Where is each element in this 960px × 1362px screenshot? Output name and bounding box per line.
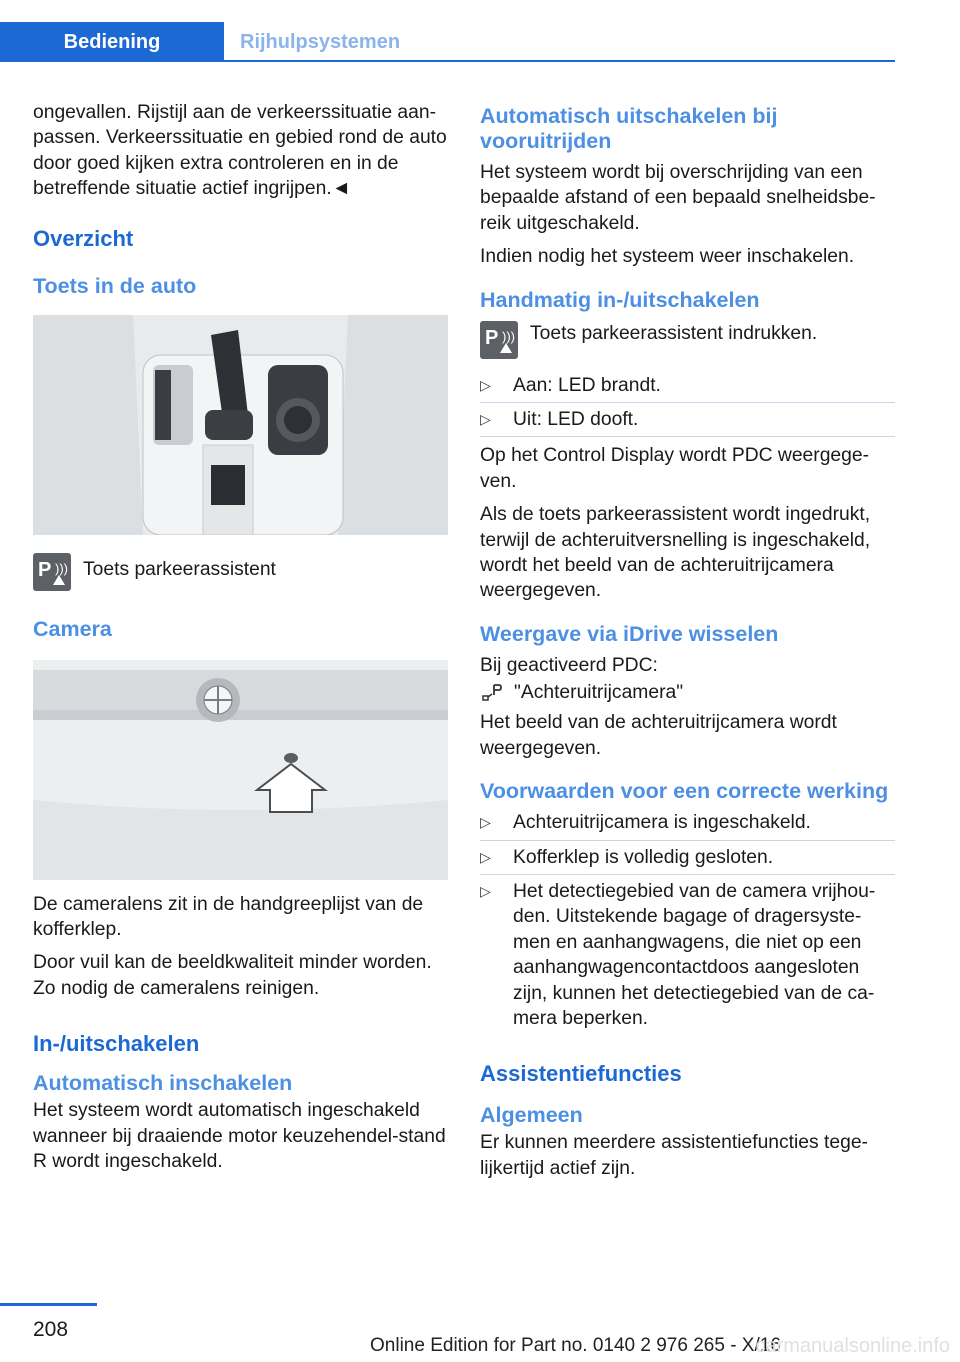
intro-paragraph: ongevallen. Rijstijl aan de verkeerssituatie aan-passen. Verkeerssituatie en gebied rond de auto door goed kijken extra controleren en in de betreffende situatie actief ingrijpen.◄ [33, 102, 447, 200]
heading-automatisch-uitschakelen: Automatisch uitschakelen bij vooruitrijden [480, 104, 778, 153]
heading-assistentiefuncties: Assistentiefuncties [480, 1061, 682, 1087]
handmatig-label: Toets parkeerassistent indrukken. [530, 322, 818, 344]
tailgate-camera-illustration [33, 660, 448, 880]
center-console-image [33, 315, 448, 535]
tab-bediening[interactable]: Bediening [0, 22, 224, 60]
parking-assist-button-icon[interactable]: P ))) [33, 553, 71, 591]
list-item: ▷ Het detectiegebied van de camera vrijhou-den. Uitstekende bagage of dragersyste-men en aanhangwagens, die niet op een aanhangwagencontactdoos aangesloten zijn, kunnen het detectiegebied van de ca-mera beperken. [480, 879, 895, 1035]
heading-camera: Camera [33, 616, 112, 641]
heading-overzicht: Overzicht [33, 225, 134, 251]
heading-handmatig: Handmatig in-/uitschakelen [480, 287, 760, 312]
heading-algemeen: Algemeen [480, 1103, 583, 1128]
handmatig-paragraph-2: Als de toets parkeerassistent wordt ingedrukt, terwijl de achteruitversnelling is ingeschakeld, wordt het beeld van de achteruitrijcamera weergegeven. [480, 504, 871, 602]
list-item: ▷ Achteruitrijcamera is ingeschakeld. [480, 810, 895, 840]
rear-camera-icon[interactable] [480, 682, 504, 704]
toets-label: Toets parkeerassistent [83, 558, 276, 580]
camera-paragraph-2: Door vuil kan de beeldkwaliteit minder worden. Zo nodig de cameralens reinigen. [33, 952, 432, 999]
watermark: carmanualsonline.info [755, 1335, 950, 1357]
voorwaarden-list [480, 810, 895, 1035]
list-item: ▷ Aan: LED brandt. [480, 373, 895, 403]
handmatig-row [480, 321, 895, 359]
tailgate-camera-image [33, 660, 448, 880]
heading-automatisch-inschakelen: Automatisch inschakelen [33, 1071, 293, 1096]
tab-rijhulpsystemen[interactable]: Rijhulpsystemen [240, 31, 401, 53]
heading-weergave-idrive: Weergave via iDrive wisselen [480, 621, 779, 646]
list-item: ▷ Uit: LED dooft. [480, 407, 895, 437]
auto-in-paragraph: Het systeem wordt automatisch ingeschakeld wanneer bij draaiende motor keuzehendel-stand R wordt ingeschakeld. [33, 1100, 446, 1173]
handmatig-paragraph-1: Op het Control Display wordt PDC weergege-ven. [480, 445, 870, 492]
footer-rule [0, 1303, 97, 1306]
weergave-camera-row [480, 682, 895, 704]
toets-row [33, 553, 448, 591]
auto-uit-paragraph-1: Het systeem wordt bij overschrijding van een bepaalde afstand of een bepaald snelheidsbe-reik uitgeschakeld. [480, 162, 876, 234]
heading-in-uitschakelen: In-/uitschakelen [33, 1031, 200, 1057]
list-item: ▷ Kofferklep is volledig gesloten. [480, 845, 895, 875]
weergave-icon-label: "Achteruitrijcamera" [514, 682, 684, 704]
auto-uit-paragraph-2: Indien nodig het systeem weer inschakelen. [480, 246, 855, 268]
page-number: 208 [33, 1318, 69, 1341]
parking-assist-button-icon[interactable]: P ))) [480, 321, 518, 359]
left-column [33, 100, 448, 1182]
footer-edition: Online Edition for Part no. 0140 2 976 265 - X/16 [370, 1335, 781, 1356]
center-console-illustration [33, 315, 448, 535]
chapter-tabs [0, 22, 895, 62]
right-column [480, 104, 895, 1189]
handmatig-list [480, 373, 895, 438]
weergave-paragraph-2: Het beeld van de achteruitrijcamera wordt weergegeven. [480, 712, 837, 759]
weergave-paragraph-1: Bij geactiveerd PDC: [480, 654, 658, 676]
camera-paragraph-1: De cameralens zit in de handgreeplijst van de kofferklep. [33, 893, 424, 941]
heading-voorwaarden: Voorwaarden voor een correcte werking [480, 779, 889, 804]
algemeen-paragraph: Er kunnen meerdere assistentiefuncties tege-lijkertijd actief zijn. [480, 1132, 868, 1179]
tab-divider [0, 60, 895, 62]
heading-toets-in-de-auto: Toets in de auto [33, 273, 197, 298]
